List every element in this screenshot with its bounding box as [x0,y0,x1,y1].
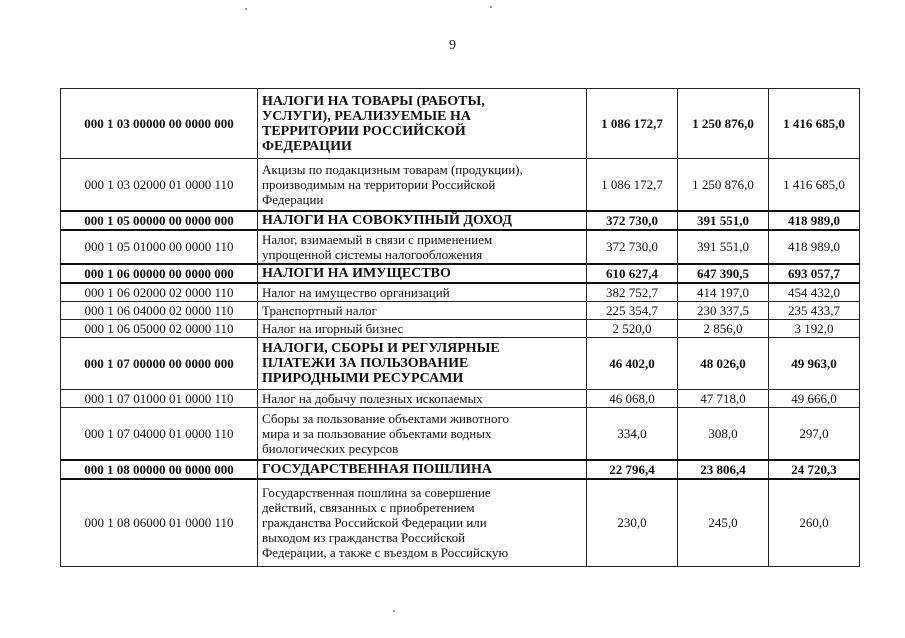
revenue-name-line: Сборы за пользование объектами животного [262,410,509,426]
amount-cell-year-2: 391 551,0 [678,230,769,264]
revenue-name-cell [258,230,587,264]
table-row [61,283,860,302]
revenue-name-cell [258,479,587,567]
amount-cell-year-3: 260,0 [769,479,860,567]
revenue-name-line: биологических ресурсов [262,440,399,456]
revenue-name-cell [258,89,587,159]
amount-cell-year-1: 225 354,7 [587,302,678,320]
amount-cell-year-1: 372 730,0 [587,211,678,230]
amount-cell-year-1: 382 752,7 [587,283,678,302]
revenue-name-line: ГОСУДАРСТВЕННАЯ ПОШЛИНА [262,461,492,477]
amount-cell-year-1: 1 086 172,7 [587,89,678,159]
amount-cell-year-3: 418 989,0 [769,230,860,264]
table-row [61,230,860,264]
amount-cell-year-2: 391 551,0 [678,211,769,230]
revenue-name-cell [258,283,587,302]
section-row [61,338,860,390]
revenue-name-line: Федерации, а также с въездом в Российскую [262,545,509,561]
revenue-name-line: Налог на добычу полезных ископаемых [262,391,483,406]
revenue-name-line: ТЕРРИТОРИИ РОССИЙСКОЙ [262,123,466,139]
amount-cell-year-1: 372 730,0 [587,230,678,264]
revenue-name-cell [258,390,587,408]
amount-cell-year-3: 297,0 [769,408,860,460]
amount-cell-year-1: 2 520,0 [587,320,678,338]
section-row [61,264,860,283]
table-row [61,320,860,338]
budget-code-cell: 000 1 08 06000 01 0000 110 [61,479,258,567]
revenue-name-cell [258,338,587,390]
table-row [61,479,860,567]
amount-cell-year-2: 230 337,5 [678,302,769,320]
revenue-name-line: действий, связанных с приобретением [262,500,475,516]
revenue-name-cell [258,302,587,320]
table-row [61,159,860,211]
revenue-name-line: Налог на имущество организаций [262,284,450,300]
budget-code-cell: 000 1 06 05000 02 0000 110 [61,320,258,338]
budget-code-cell: 000 1 07 00000 00 0000 000 [61,338,258,390]
revenue-name-line: Налог, взимаемый в связи с применением [262,231,493,247]
revenue-name-line: НАЛОГИ НА ТОВАРЫ (РАБОТЫ, [262,93,485,109]
amount-cell-year-3: 24 720,3 [769,460,860,479]
budget-code-cell: 000 1 08 00000 00 0000 000 [61,460,258,479]
revenue-name-cell [258,460,587,479]
section-row [61,460,860,479]
revenue-name-line: Государственная пошлина за совершение [262,485,491,501]
table-row [61,302,860,320]
amount-cell-year-2: 48 026,0 [678,338,769,390]
amount-cell-year-3: 693 057,7 [769,264,860,283]
revenue-name-line: ПЛАТЕЖИ ЗА ПОЛЬЗОВАНИЕ [262,356,469,371]
revenue-name-line: НАЛОГИ НА СОВОКУПНЫЙ ДОХОД [262,212,513,228]
section-row [61,211,860,230]
revenue-name-line: ФЕДЕРАЦИИ [262,138,352,154]
amount-cell-year-2: 308,0 [678,408,769,460]
amount-cell-year-3: 49 963,0 [769,338,860,390]
amount-cell-year-2: 47 718,0 [678,390,769,408]
amount-cell-year-1: 230,0 [587,479,678,567]
budget-code-cell: 000 1 06 02000 02 0000 110 [61,283,258,302]
amount-cell-year-3: 454 432,0 [769,283,860,302]
amount-cell-year-2: 23 806,4 [678,460,769,479]
revenue-name-cell [258,211,587,230]
revenue-name-line: производимым на территории Российской [262,176,496,192]
budget-code-cell: 000 1 06 00000 00 0000 000 [61,264,258,283]
budget-revenue-table [60,88,860,567]
revenue-name-line: ПРИРОДНЫМИ РЕСУРСАМИ [262,371,464,386]
budget-code-cell: 000 1 03 02000 01 0000 110 [61,159,258,211]
revenue-name-cell [258,320,587,338]
amount-cell-year-2: 647 390,5 [678,264,769,283]
amount-cell-year-3: 235 433,7 [769,302,860,320]
amount-cell-year-2: 1 250 876,0 [678,159,769,211]
amount-cell-year-2: 245,0 [678,479,769,567]
amount-cell-year-1: 1 086 172,7 [587,159,678,211]
revenue-name-line: выходом из гражданства Российской [262,530,466,546]
revenue-name-line: Акцизы по подакцизным товарам (продукции), [262,161,523,177]
amount-cell-year-2: 1 250 876,0 [678,89,769,159]
revenue-name-cell [258,159,587,211]
budget-code-cell: 000 1 06 04000 02 0000 110 [61,302,258,320]
budget-code-cell: 000 1 05 01000 00 0000 110 [61,230,258,264]
amount-cell-year-3: 49 666,0 [769,390,860,408]
amount-cell-year-3: 3 192,0 [769,320,860,338]
section-row [61,89,860,159]
scan-artifact [393,610,395,612]
amount-cell-year-2: 2 856,0 [678,320,769,338]
amount-cell-year-3: 1 416 685,0 [769,89,860,159]
revenue-name-line: УСЛУГИ), РЕАЛИЗУЕМЫЕ НА [262,108,471,124]
revenue-name-cell [258,264,587,283]
amount-cell-year-1: 46 068,0 [587,390,678,408]
revenue-name-line: Транспортный налог [262,303,377,318]
amount-cell-year-1: 46 402,0 [587,338,678,390]
scan-artifact [490,6,492,8]
amount-cell-year-1: 22 796,4 [587,460,678,479]
revenue-name-line: НАЛОГИ НА ИМУЩЕСТВО [262,265,451,281]
budget-code-cell: 000 1 05 00000 00 0000 000 [61,211,258,230]
budget-code-cell: 000 1 07 04000 01 0000 110 [61,408,258,460]
amount-cell-year-3: 418 989,0 [769,211,860,230]
amount-cell-year-2: 414 197,0 [678,283,769,302]
revenue-name-line: упрощенной системы налогообложения [262,246,483,262]
budget-code-cell: 000 1 07 01000 01 0000 110 [61,390,258,408]
amount-cell-year-1: 610 627,4 [587,264,678,283]
revenue-name-line: мира и за пользование объектами водных [262,425,492,441]
amount-cell-year-3: 1 416 685,0 [769,159,860,211]
table-body [61,89,860,567]
scan-artifact [245,8,247,10]
page-number: 9 [449,38,456,53]
revenue-name-line: гражданства Российской Федерации или [262,515,487,531]
amount-cell-year-1: 334,0 [587,408,678,460]
revenue-name-line: НАЛОГИ, СБОРЫ И РЕГУЛЯРНЫЕ [262,341,500,356]
table-row [61,408,860,460]
table-row [61,390,860,408]
budget-code-cell: 000 1 03 00000 00 0000 000 [61,89,258,159]
revenue-name-line: Налог на игорный бизнес [262,321,404,336]
revenue-name-cell [258,408,587,460]
revenue-name-line: Федерации [262,191,324,207]
